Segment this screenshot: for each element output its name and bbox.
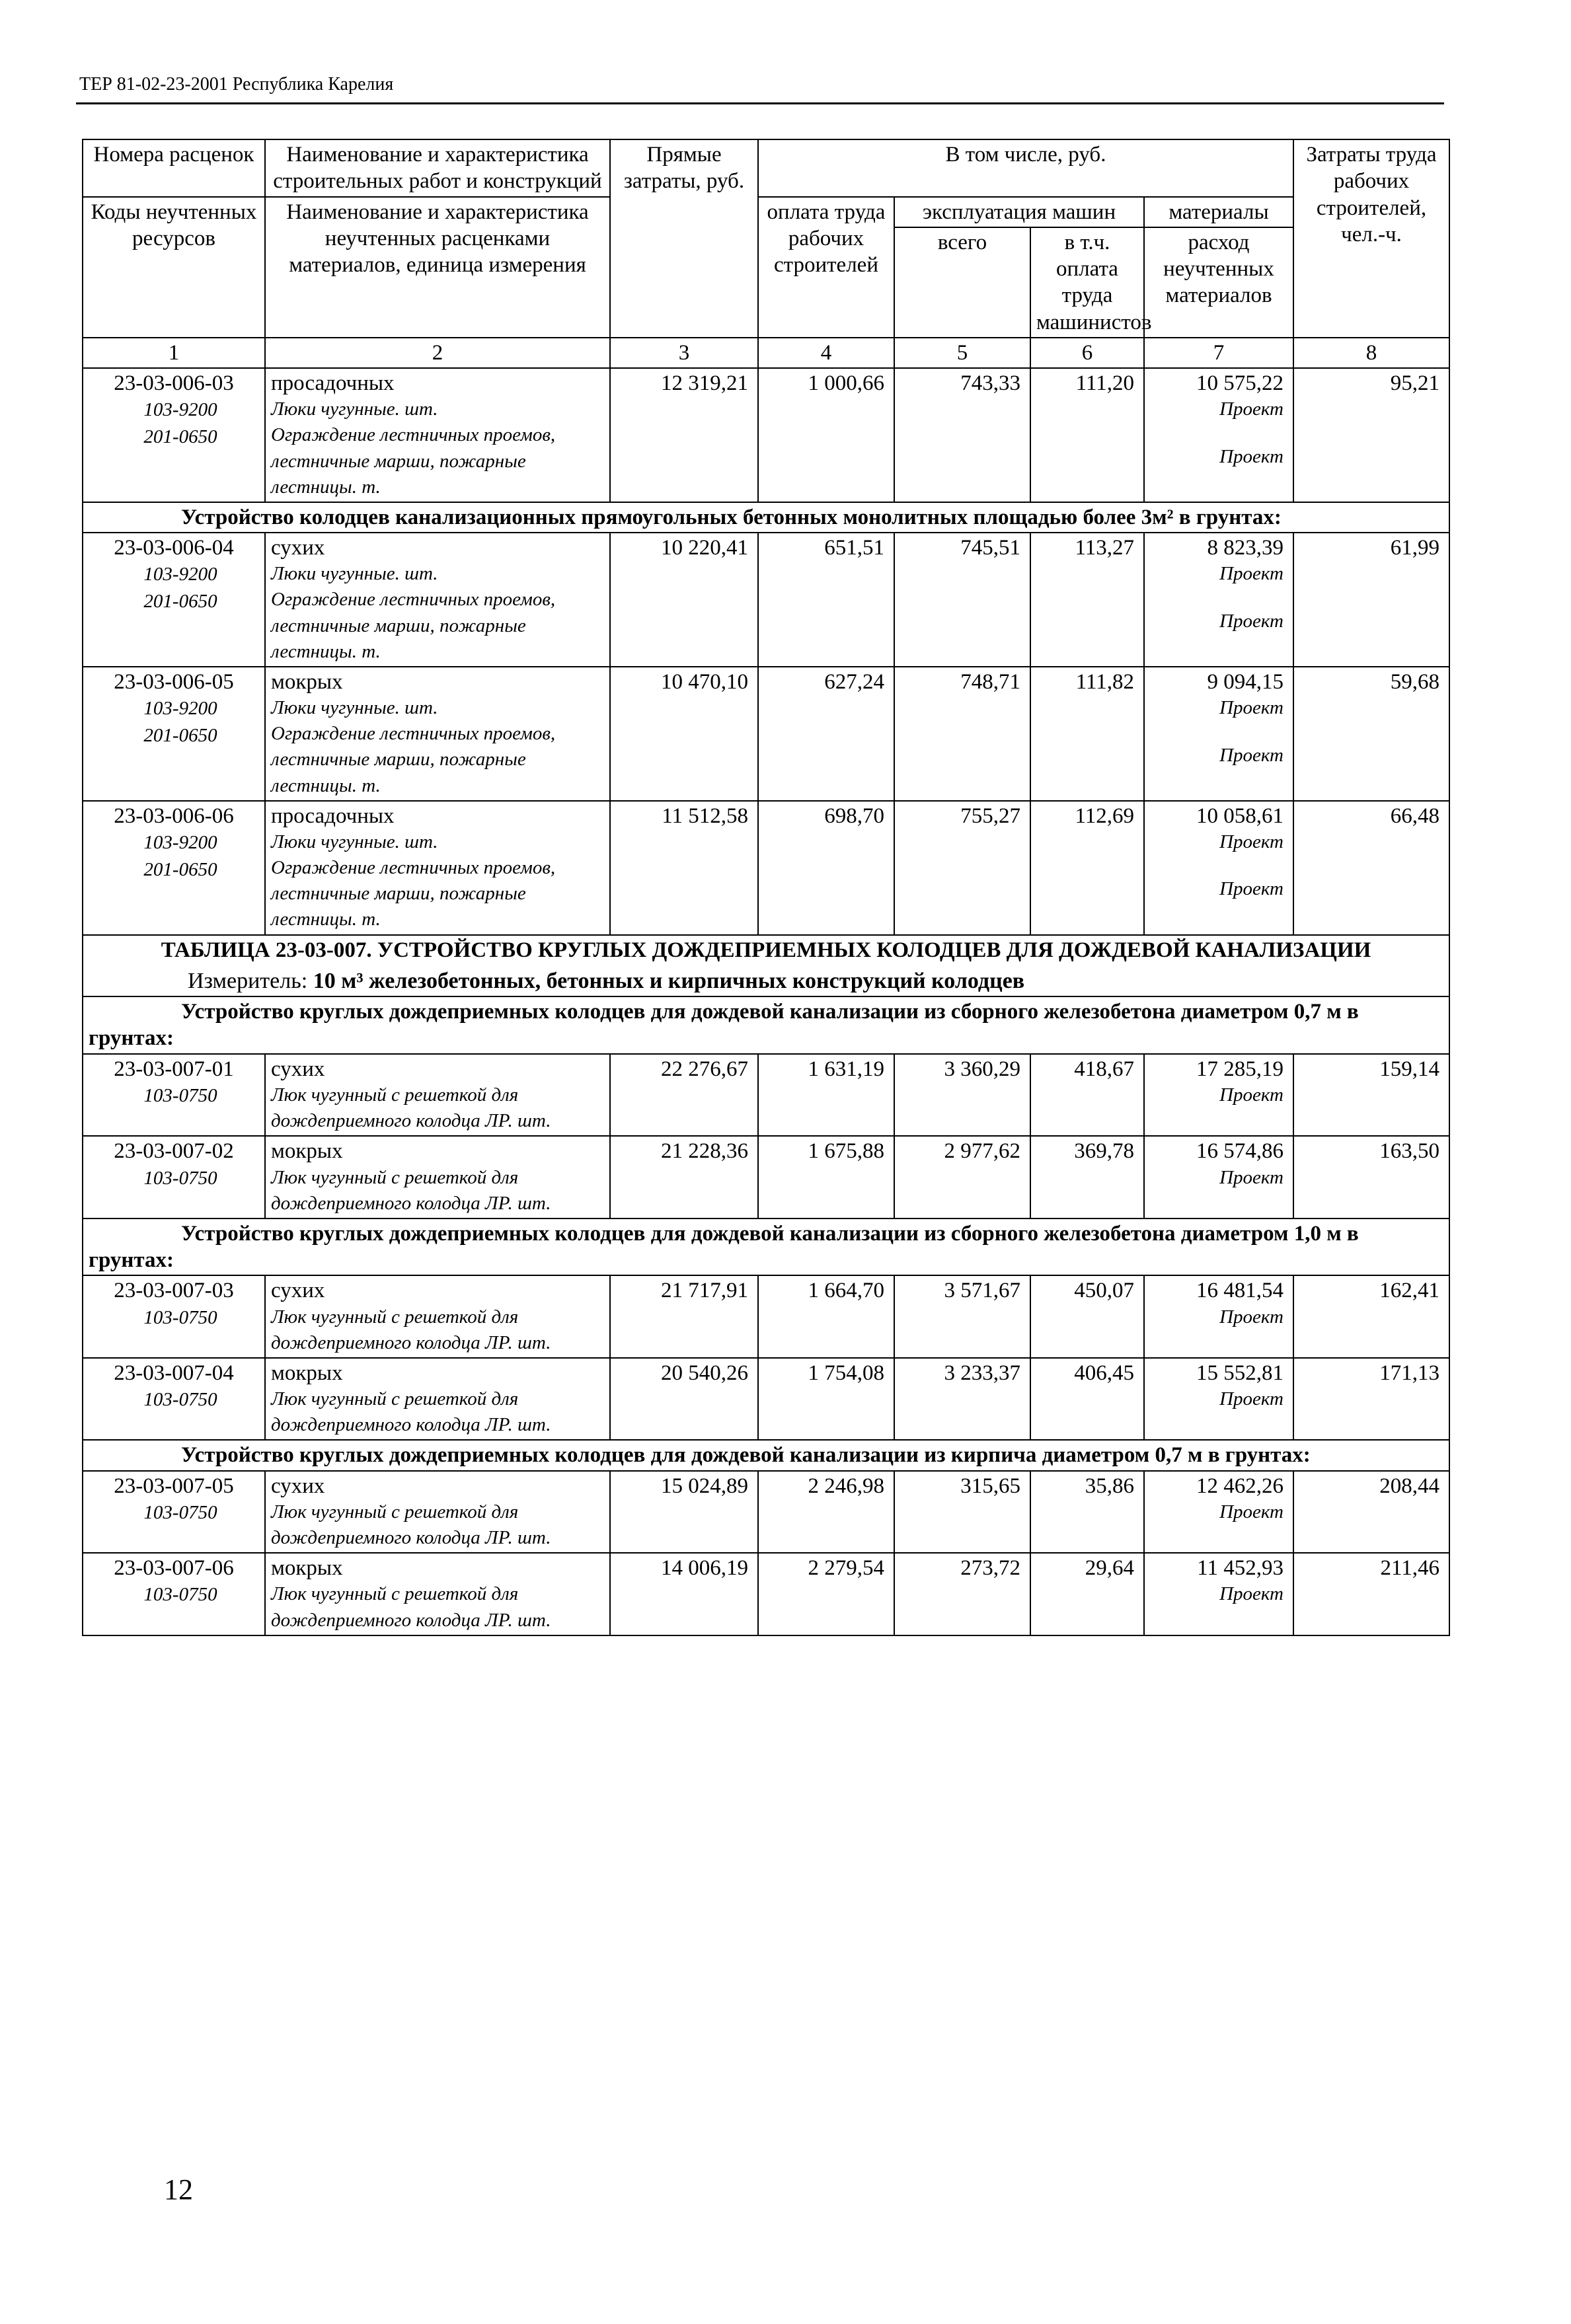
materials-value: 10 575,22 [1196,371,1284,395]
table-row [83,1358,1449,1441]
materials-cell [1144,1136,1293,1218]
work-name-cell [265,801,610,935]
labor-pay: 1 754,08 [758,1358,894,1441]
materials-cell [1144,1275,1293,1358]
material-project-note: Проект [1219,1166,1284,1188]
labor-pay: 2 279,54 [758,1553,894,1635]
material-name: Люк чугунный с решеткой для дождеприемного колодца ЛР. шт. [271,1084,551,1132]
material-project-note: Проект [1219,1388,1284,1410]
labor-pay: 1 631,19 [758,1054,894,1137]
rate-code: 23-03-007-05 [114,1474,234,1498]
materials-value: 8 823,39 [1207,536,1284,560]
column-number: 7 [1144,338,1293,368]
materials-value: 9 094,15 [1207,669,1284,694]
section-heading-row [83,996,1449,1054]
work-name: мокрых [271,1361,343,1385]
section-heading [83,1440,1449,1470]
rate-code-cell [83,1471,265,1554]
machines-labor: 369,78 [1030,1136,1144,1218]
work-name-cell [265,1553,610,1635]
machines-labor: 35,86 [1030,1471,1144,1554]
rate-code-cell [83,801,265,935]
column-number: 3 [610,338,758,368]
materials-value: 12 462,26 [1196,1474,1284,1498]
resource-code: 103-0750 [143,1389,217,1411]
labor-hours: 171,13 [1293,1358,1449,1441]
direct-costs: 10 220,41 [610,533,758,667]
material-name: Люк чугунный с решеткой для дождеприемного колодца ЛР. шт. [271,1166,551,1214]
material-project-note: Проект [1219,1084,1284,1106]
hdr-direct-costs: Прямые затраты, руб. [610,139,758,338]
rate-code: 23-03-006-05 [114,669,234,694]
material-name: Люк чугунный с решеткой для дождеприемного колодца ЛР. шт. [271,1388,551,1436]
work-name: сухих [271,1474,325,1498]
material-project-note: Проект [1219,1501,1284,1522]
machines-labor: 418,67 [1030,1054,1144,1137]
labor-hours: 59,68 [1293,667,1449,801]
section-heading-row [83,502,1449,533]
table-row [83,1136,1449,1218]
table-row [83,667,1449,801]
column-number: 2 [265,338,610,368]
resource-code: 103-0750 [143,1501,217,1523]
resource-code: 103-9200 [143,831,217,853]
materials-value: 10 058,61 [1196,804,1284,828]
machines-labor: 29,64 [1030,1553,1144,1635]
machines-total: 755,27 [894,801,1030,935]
rate-code: 23-03-007-06 [114,1556,234,1581]
labor-pay: 2 246,98 [758,1471,894,1554]
labor-hours: 163,50 [1293,1136,1449,1218]
material-name: Люки чугунные. шт. [271,831,438,852]
material-project-note: Проект [1219,563,1284,585]
resource-code: 103-0750 [143,1584,217,1606]
measure-label: Измеритель: [188,968,313,993]
resource-code: 103-0750 [143,1167,217,1189]
material-name: Люк чугунный с решеткой для дождеприемного колодца ЛР. шт. [271,1583,551,1631]
rate-code: 23-03-006-03 [114,371,234,395]
machines-labor: 450,07 [1030,1275,1144,1358]
labor-hours: 208,44 [1293,1471,1449,1554]
hdr-col1-top: Номера расценок [83,139,265,197]
direct-costs: 21 717,91 [610,1275,758,1358]
section-heading-text: Устройство круглых дождеприемных колодцев для дождевой канализации из кирпича диаметром 0,7 м в грунтах: [181,1443,1311,1468]
measure-value: 10 м³ железобетонных, бетонных и кирпичных конструкций колодцев [313,968,1025,993]
materials-value: 16 481,54 [1196,1279,1284,1303]
table-row [83,1553,1449,1635]
direct-costs: 11 512,58 [610,801,758,935]
table-row [83,1471,1449,1554]
work-name-cell [265,1275,610,1358]
materials-value: 15 552,81 [1196,1361,1284,1385]
resource-code: 103-9200 [143,564,217,585]
table-row [83,1054,1449,1137]
rate-code: 23-03-006-06 [114,804,234,828]
work-name-cell [265,1358,610,1441]
material-project-note: Проект [1219,878,1284,900]
machines-labor: 111,82 [1030,667,1144,801]
table-row [83,801,1449,935]
materials-cell [1144,1471,1293,1554]
material-project-note: Проект [1219,1583,1284,1605]
machines-total: 745,51 [894,533,1030,667]
section-heading [83,502,1449,533]
labor-pay: 698,70 [758,801,894,935]
work-name: сухих [271,1279,325,1303]
header-rule [76,102,1444,104]
labor-pay: 651,51 [758,533,894,667]
resource-code: 201-0650 [143,426,217,447]
materials-value: 11 452,93 [1197,1556,1284,1581]
labor-hours: 211,46 [1293,1553,1449,1635]
section-heading-row [83,1218,1449,1276]
rate-code-cell [83,1275,265,1358]
section-heading [83,1218,1449,1276]
machines-labor: 112,69 [1030,801,1144,935]
table-title-text: ТАБЛИЦА 23-03-007. УСТРОЙСТВО КРУГЛЫХ ДОЖДЕПРИЕМНЫХ КОЛОДЦЕВ ДЛЯ ДОЖДЕВОЙ КАНАЛИЗАЦИИ [161,938,1371,962]
labor-pay: 1 664,70 [758,1275,894,1358]
material-project-note: Проект [1219,445,1284,467]
hdr-labor-pay: оплата труда рабочих строителей [758,197,894,338]
machines-total: 748,71 [894,667,1030,801]
rate-code: 23-03-007-04 [114,1361,234,1385]
rate-code-cell [83,368,265,502]
materials-value: 16 574,86 [1196,1139,1284,1164]
work-name-cell [265,1054,610,1137]
material-name: Ограждение лестничных проемов, лестничные марши, пожарные лестницы. т. [271,857,556,930]
material-project-note: Проект [1219,697,1284,719]
materials-cell [1144,667,1293,801]
material-name: Люки чугунные. шт. [271,398,438,420]
labor-hours: 61,99 [1293,533,1449,667]
direct-costs: 15 024,89 [610,1471,758,1554]
materials-cell [1144,1054,1293,1137]
hdr-materials: материалы [1144,197,1293,227]
machines-total: 315,65 [894,1471,1030,1554]
hdr-materials-consumption: расход неучтенных материалов [1144,227,1293,338]
hdr-col2-top: Наименование и характеристика строительных работ и конструкций [265,139,610,197]
machines-total: 3 360,29 [894,1054,1030,1137]
labor-pay: 1 000,66 [758,368,894,502]
table-row [83,368,1449,502]
material-project-note: Проект [1219,1306,1284,1328]
work-name-cell [265,533,610,667]
material-name: Люк чугунный с решеткой для дождеприемного колодца ЛР. шт. [271,1306,551,1353]
material-name: Люки чугунные. шт. [271,563,438,585]
material-project-note: Проект [1219,744,1284,766]
rate-code-cell [83,1358,265,1441]
materials-value: 17 285,19 [1196,1057,1284,1081]
hdr-machines-total: всего [894,227,1030,338]
rates-table [82,139,1450,1636]
material-name: Люк чугунный с решеткой для дождеприемного колодца ЛР. шт. [271,1501,551,1548]
machines-labor: 406,45 [1030,1358,1144,1441]
machines-total: 3 571,67 [894,1275,1030,1358]
column-number: 8 [1293,338,1449,368]
labor-pay: 1 675,88 [758,1136,894,1218]
rate-code: 23-03-007-03 [114,1279,234,1303]
direct-costs: 14 006,19 [610,1553,758,1635]
machines-total: 273,72 [894,1553,1030,1635]
machines-total: 3 233,37 [894,1358,1030,1441]
section-heading-text: Устройство круглых дождеприемных колодцев для дождевой канализации из сборного железобетона диаметром 1,0 м в грунтах: [89,1221,1359,1273]
material-project-note: Проект [1219,398,1284,420]
column-number: 5 [894,338,1030,368]
work-name: сухих [271,536,325,560]
section-heading-text: Устройство колодцев канализационных прямоугольных бетонных монолитных площадью более 3м² в грунтах: [181,505,1282,529]
table-row [83,533,1449,667]
work-name: мокрых [271,1556,343,1581]
labor-pay: 627,24 [758,667,894,801]
section-heading-row [83,1440,1449,1470]
rate-code: 23-03-007-01 [114,1057,234,1081]
materials-cell [1144,368,1293,502]
materials-cell [1144,1358,1293,1441]
rate-code: 23-03-007-02 [114,1139,234,1164]
work-name: просадочных [271,804,395,828]
rate-code-cell [83,1054,265,1137]
section-heading-text: Устройство круглых дождеприемных колодцев для дождевой канализации из сборного железобетона диаметром 0,7 м в грунтах: [89,1000,1359,1051]
table-title [83,935,1449,997]
hdr-labor-hours: Затраты труда рабочих строителей, чел.-ч. [1293,139,1449,338]
resource-code: 103-0750 [143,1084,217,1106]
work-name: мокрых [271,1139,343,1164]
material-project-note: Проект [1219,831,1284,852]
resource-code: 201-0650 [143,858,217,880]
labor-hours: 162,41 [1293,1275,1449,1358]
direct-costs: 21 228,36 [610,1136,758,1218]
materials-cell [1144,533,1293,667]
rate-code-cell [83,533,265,667]
column-number: 1 [83,338,265,368]
machines-total: 2 977,62 [894,1136,1030,1218]
machines-labor: 111,20 [1030,368,1144,502]
table-title-row [83,935,1449,997]
hdr-machines-labor: в т.ч. оплата труда машинистов [1030,227,1144,338]
hdr-machines: эксплуатация машин [894,197,1144,227]
labor-hours: 66,48 [1293,801,1449,935]
direct-costs: 12 319,21 [610,368,758,502]
page-header: ТЕР 81-02-23-2001 Республика Карелия [79,74,394,94]
labor-hours: 95,21 [1293,368,1449,502]
column-number: 4 [758,338,894,368]
column-number: 6 [1030,338,1144,368]
resource-code: 201-0650 [143,724,217,746]
work-name-cell [265,667,610,801]
measure-line [89,967,1443,994]
material-name: Люки чугунные. шт. [271,697,438,719]
work-name-cell [265,1136,610,1218]
material-name: Ограждение лестничных проемов, лестничные марши, пожарные лестницы. т. [271,424,556,498]
resource-code: 103-9200 [143,698,217,720]
column-number-row [83,338,1449,368]
work-name-cell [265,368,610,502]
material-name: Ограждение лестничных проемов, лестничные марши, пожарные лестницы. т. [271,589,556,662]
rate-code-cell [83,667,265,801]
material-project-note: Проект [1219,610,1284,632]
resource-code: 201-0650 [143,590,217,612]
work-name: мокрых [271,669,343,694]
direct-costs: 22 276,67 [610,1054,758,1137]
work-name: сухих [271,1057,325,1081]
resource-code: 103-0750 [143,1306,217,1328]
hdr-col2-bottom: Наименование и характеристика неучтенных расценками материалов, единица измерения [265,197,610,338]
direct-costs: 10 470,10 [610,667,758,801]
rate-code: 23-03-006-04 [114,536,234,560]
hdr-col1-bottom: Коды неучтенных ресурсов [83,197,265,338]
page-number: 12 [164,2173,193,2206]
materials-cell [1144,1553,1293,1635]
resource-code: 103-9200 [143,399,217,421]
rate-code-cell [83,1553,265,1635]
section-heading [83,996,1449,1054]
materials-cell [1144,801,1293,935]
material-name: Ограждение лестничных проемов, лестничные марши, пожарные лестницы. т. [271,723,556,796]
machines-labor: 113,27 [1030,533,1144,667]
work-name: просадочных [271,371,395,395]
table-row [83,1275,1449,1358]
direct-costs: 20 540,26 [610,1358,758,1441]
work-name-cell [265,1471,610,1554]
labor-hours: 159,14 [1293,1054,1449,1137]
rate-code-cell [83,1136,265,1218]
machines-total: 743,33 [894,368,1030,502]
hdr-group-including: В том числе, руб. [758,139,1293,197]
